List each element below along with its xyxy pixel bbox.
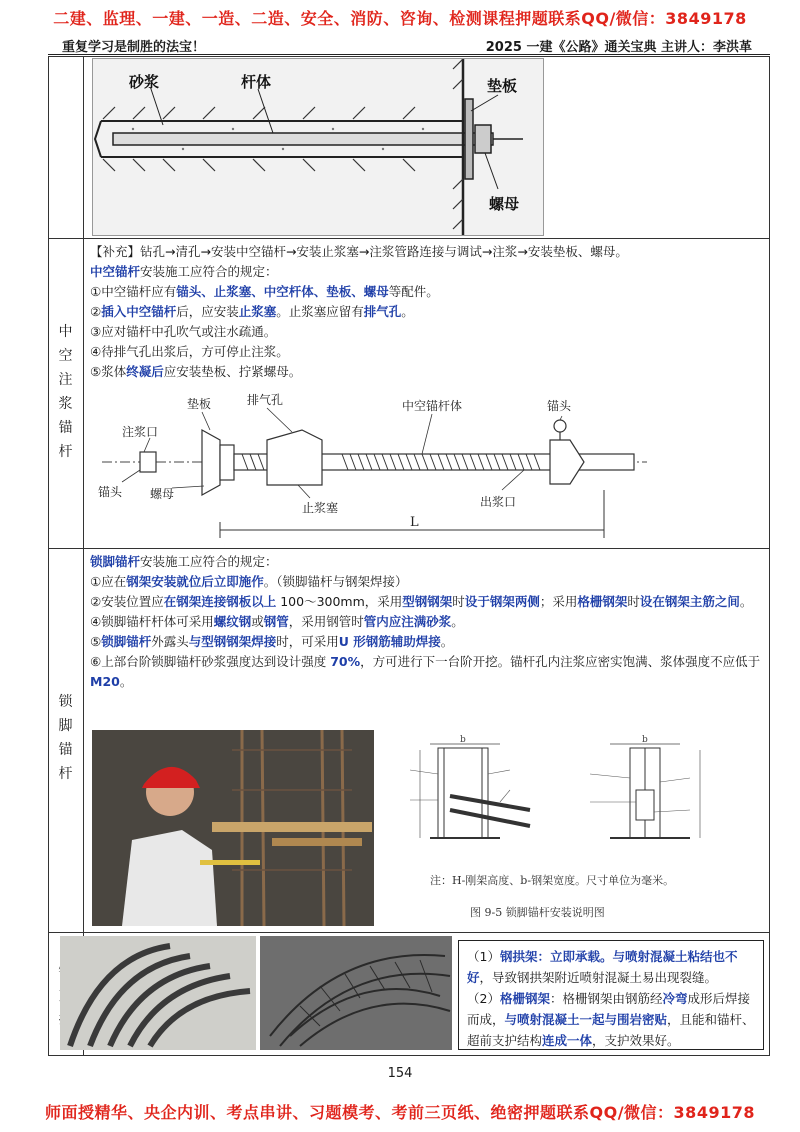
- bottom-banner: 师面授精华、央企内训、考点串讲、习题模考、考前三页纸、绝密押题联系QQ/微信：3849178: [45, 1103, 755, 1122]
- label-rod: 杆体: [241, 73, 272, 91]
- lock-foot-bolt-rules: 锁脚锚杆安装施工应符合的规定： ①应在钢架安装就位后立即施作。（锁脚锚杆与钢架焊接） ②安装位置应在钢架连接钢板以上 100～300mm，采用型钢钢架时设于钢架两侧；采用格栅钢架时设在钢架主筋之间。 ④锁脚锚杆杆体可采用螺纹钢或钢管，采用钢管时管内应注满砂浆。 ⑤锁脚锚杆外露头与型钢钢架焊接时，可采用U 形钢筋辅助焊接。 ⑥上部台阶锁脚锚杆砂浆强度达到设计强度 70%，方可进行下一台阶开挖。锚杆孔内注浆应密实饱满、浆体强度不应低于 M20。: [90, 554, 761, 689]
- top-banner: 二建、监理、一建、一造、二造、安全、消防、咨询、检测课程押题联系QQ/微信：3849178: [53, 9, 747, 28]
- label-anchor-head-right: 锚头: [547, 399, 572, 413]
- label-grout-inlet: 注浆口: [122, 425, 159, 439]
- label-mortar: 砂浆: [129, 73, 160, 91]
- label-hollow-grouted-bolt: 中 空 注 浆 锚 杆: [58, 324, 73, 460]
- label-vent-hole: 排气孔: [247, 393, 284, 407]
- steel-support-notes: （1）钢拱架：立即承载。与喷射混凝土粘结也不好，导致钢拱架附近喷射混凝土易出现裂缝。 （2）格栅钢架：格栅钢架由钢筋经冷弯成形后焊接而成，与喷射混凝土一起与围岩密贴，且能和锚杆、超前支护结构连成一体，支护效果好。: [458, 940, 764, 1050]
- label-lock-foot-bolt: 锁 脚 锚 杆: [58, 694, 73, 782]
- hollow-bolt-assembly-diagram: [92, 390, 652, 540]
- anchor-bolt-diagram: [92, 58, 544, 236]
- svg-text:b: b: [460, 735, 466, 745]
- figure-note: 注：H-刚架高度、b-钢架宽度。尺寸单位为毫米。: [430, 874, 675, 887]
- label-nut-2: 螺母: [150, 487, 175, 501]
- header-motto: 重复学习是制胜的法宝！: [62, 40, 206, 55]
- label-grout-stopper: 止浆塞: [302, 501, 339, 515]
- label-nut: 螺母: [489, 195, 520, 213]
- lock-foot-bolt-photo: [92, 730, 374, 926]
- row-divider-3: [48, 932, 770, 933]
- lattice-girder-photo: [260, 936, 452, 1050]
- header-rule: [48, 54, 770, 55]
- lock-foot-bolt-install-figure: [390, 730, 762, 926]
- svg-text:b: b: [642, 735, 648, 745]
- row-divider-1: [48, 238, 770, 239]
- label-anchor-head-left: 锚头: [98, 485, 123, 499]
- row-divider-2: [48, 548, 770, 549]
- label-column-divider: [83, 56, 84, 1056]
- steel-arch-photo: [60, 936, 256, 1050]
- label-hollow-rod: 中空锚杆体: [402, 399, 463, 413]
- figure-caption: 图 9-5 锁脚锚杆安装说明图: [470, 906, 605, 919]
- label-plate: 垫板: [487, 77, 518, 95]
- label-grout-outlet: 出浆口: [480, 495, 517, 509]
- supplement-line: 【补充】钻孔→清孔→安装中空锚杆→安装止浆塞→注浆管路连接与调试→注浆→安装垫板、螺母。: [90, 244, 628, 259]
- label-length: L: [410, 515, 419, 530]
- page-number: 154: [387, 1066, 413, 1081]
- header-course-title: 2025 一建《公路》通关宝典 主讲人：李洪革: [485, 40, 752, 55]
- hollow-bolt-rules: 【补充】钻孔→清孔→安装中空锚杆→安装止浆塞→注浆管路连接与调试→注浆→安装垫板、螺母。 中空锚杆安装施工应符合的规定： ①中空锚杆应有锚头、止浆塞、中空杆体、垫板、螺母等配件。 ②插入中空锚杆后，应安装止浆塞。止浆塞应留有排气孔。 ③应对锚杆中孔吹气或注水疏通。 ④待排气孔出浆后，方可停止注浆。 ⑤浆体终凝后应安装垫板、拧紧螺母。: [90, 242, 762, 382]
- label-bearing-plate: 垫板: [187, 397, 212, 411]
